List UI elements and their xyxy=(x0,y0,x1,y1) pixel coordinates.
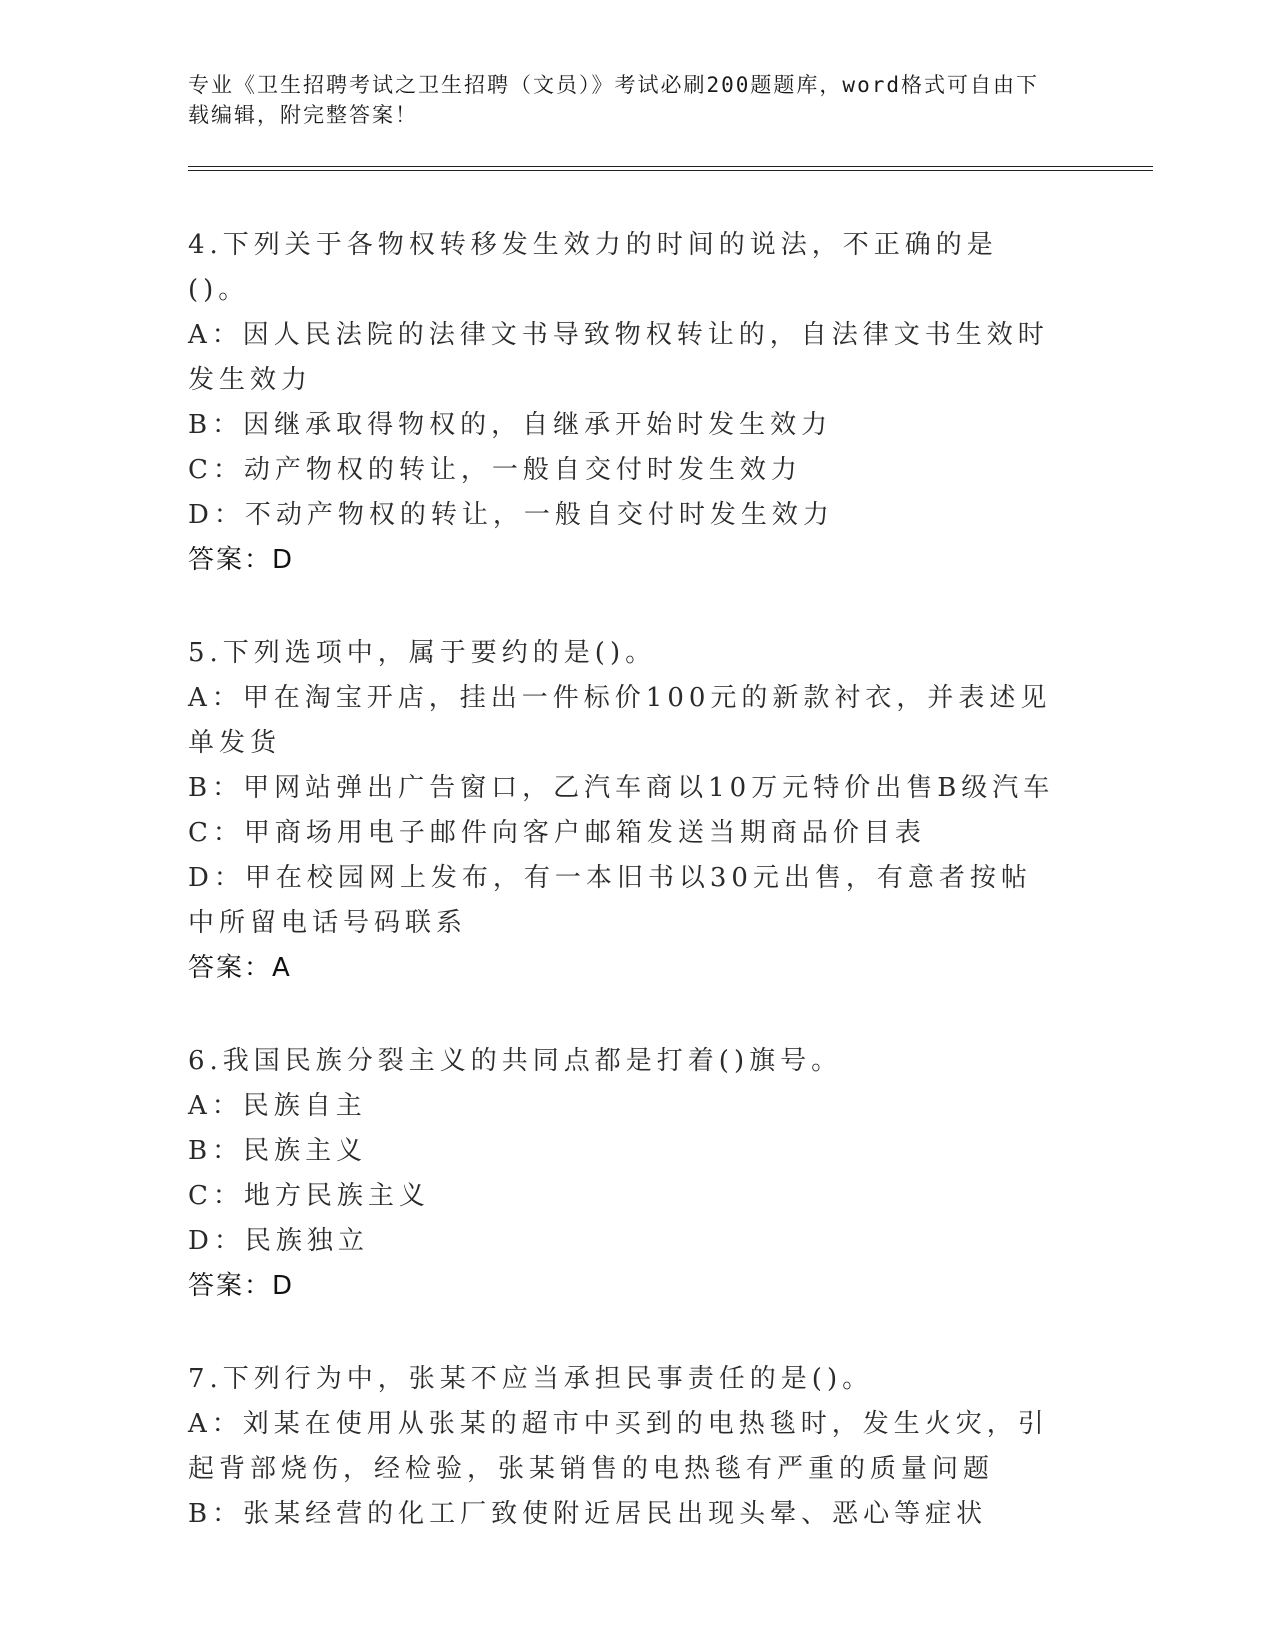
option-a: A：刘某在使用从张某的超市中买到的电热毯时，发生火灾，引起背部烧伤，经检验，张某销售的电热毯有严重的质量问题 xyxy=(188,1409,1049,1484)
option-d: D：民族独立 xyxy=(188,1226,369,1256)
question-stem: 7.下列行为中，张某不应当承担民事责任的是()。 xyxy=(188,1364,874,1394)
question-6 xyxy=(188,1039,1153,1309)
option-b: B：甲网站弹出广告窗口，乙汽车商以10万元特价出售B级汽车 xyxy=(188,773,1055,803)
option-a: A：民族自主 xyxy=(188,1091,367,1121)
header-divider-bottom xyxy=(188,170,1153,171)
option-b: B：张某经营的化工厂致使附近居民出现头晕、恶心等症状 xyxy=(188,1499,988,1529)
option-a: A：因人民法院的法律文书导致物权转让的，自法律文书生效时发生效力 xyxy=(188,320,1049,395)
option-d: D：不动产物权的转让，一般自交付时发生效力 xyxy=(188,500,834,530)
answer: 答案：D xyxy=(188,545,295,575)
option-b: B：民族主义 xyxy=(188,1136,368,1166)
question-stem: 4.下列关于各物权转移发生效力的时间的说法，不正确的是()。 xyxy=(188,230,998,305)
option-b: B：因继承取得物权的，自继承开始时发生效力 xyxy=(188,410,833,440)
answer: 答案：D xyxy=(188,1271,295,1301)
question-stem: 5.下列选项中，属于要约的是()。 xyxy=(188,638,657,668)
option-a: A：甲在淘宝开店，挂出一件标价100元的新款衬衣，并表述见单发货 xyxy=(188,683,1052,758)
question-list xyxy=(188,223,1153,1537)
question-stem: 6.我国民族分裂主义的共同点都是打着()旗号。 xyxy=(188,1046,843,1076)
question-7 xyxy=(188,1357,1153,1537)
question-4 xyxy=(188,223,1153,583)
header-divider-top xyxy=(188,166,1153,167)
question-5 xyxy=(188,631,1153,991)
answer: 答案：A xyxy=(188,953,292,983)
option-c: C：动产物权的转让，一般自交付时发生效力 xyxy=(188,455,802,485)
option-d: D：甲在校园网上发布，有一本旧书以30元出售，有意者按帖中所留电话号码联系 xyxy=(188,863,1032,938)
option-c: C：甲商场用电子邮件向客户邮箱发送当期商品价目表 xyxy=(188,818,926,848)
document-header: 专业《卫生招聘考试之卫生招聘（文员）》考试必刷200题题库，word格式可自由下载编辑，附完整答案！ xyxy=(188,73,1039,127)
document-page xyxy=(188,70,1153,1537)
option-c: C：地方民族主义 xyxy=(188,1181,430,1211)
